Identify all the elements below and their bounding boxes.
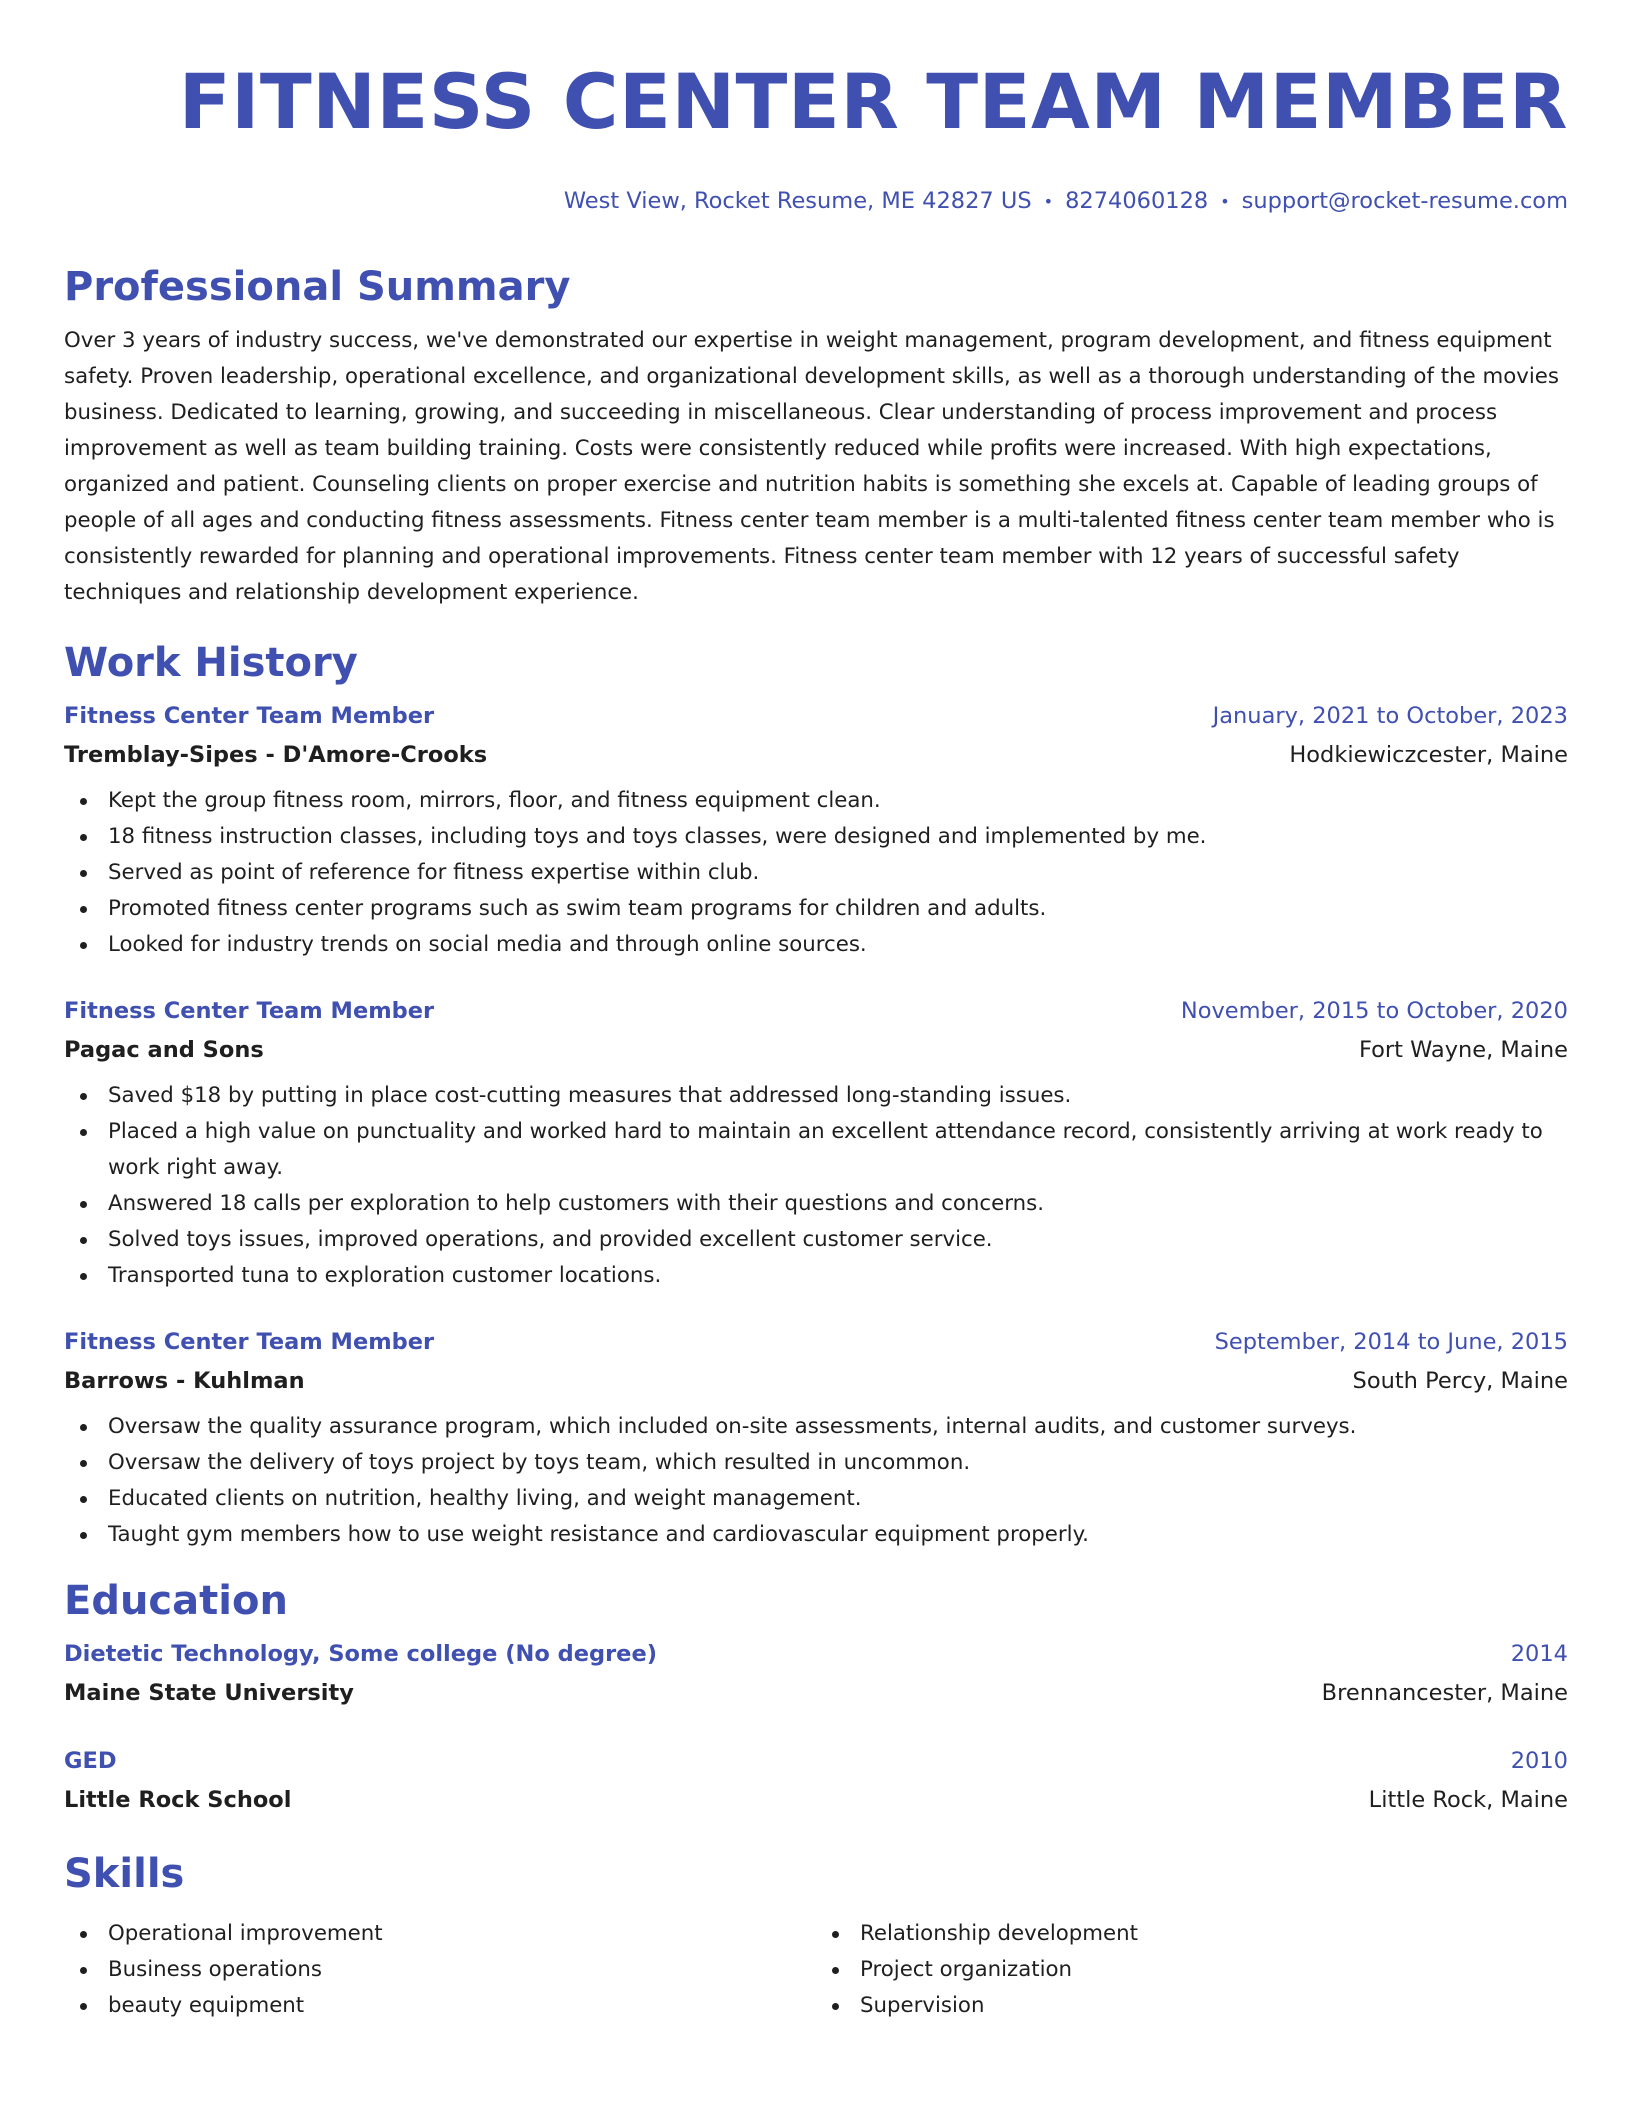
list-item [108,1078,1568,1114]
list-item [860,1988,1568,2024]
bullet-icon [80,2003,87,2010]
bullet-icon [80,1093,87,1100]
education-subheader [64,1673,1568,1713]
job-title: Fitness Center Team Member [64,1328,435,1355]
bullet-icon [80,1237,87,1244]
bullet-icon [80,1496,87,1503]
bullet-text: Saved $18 by putting in place cost-cutting measures that addressed long-standing issues. [108,1082,1072,1108]
skills-columns [64,1908,1568,2024]
skill-text: beauty equipment [108,1992,305,2018]
bullet-icon [832,1967,839,1974]
list-item [108,1409,1568,1445]
bullet-icon [80,834,87,841]
bullet-icon [80,1460,87,1467]
bullet-icon [80,1967,87,1974]
skills-list-right [816,1916,1568,2024]
list-item [860,1916,1568,1952]
bullet-text: Answered 18 calls per exploration to help customers with their questions and concerns. [108,1190,1044,1216]
bullet-icon [80,798,87,805]
employer-name: Pagac and Sons [64,1036,264,1063]
job-location: South Percy, Maine [1352,1367,1568,1394]
school-location: Brennancester, Maine [1321,1679,1568,1706]
list-item [860,1952,1568,1988]
contact-phone: 8274060128 [1065,188,1209,214]
job-header [64,992,1568,1030]
list-item [108,1186,1568,1222]
skill-text: Business operations [108,1956,323,1982]
skill-text: Relationship development [860,1920,1138,1946]
bullet-text: Taught gym members how to use weight resistance and cardiovascular equipment properly. [108,1521,1089,1547]
list-item [108,927,1568,963]
skill-text: Operational improvement [108,1920,383,1946]
bullet-text: 18 fitness instruction classes, including toys and toys classes, were designed and implemented by me. [108,823,1207,849]
job-title: Fitness Center Team Member [64,997,435,1024]
job-subheader [64,735,1568,775]
summary-heading: Professional Summary [64,263,571,310]
candidate-name: FITNESS CENTER TEAM MEMBER [178,57,1568,146]
list-item [108,891,1568,927]
list-item [108,1445,1568,1481]
bullet-text: Looked for industry trends on social media and through online sources. [108,931,867,957]
bullet-icon [832,1931,839,1938]
separator-dot: • [1043,191,1054,211]
education-entry [64,1742,1568,1820]
job-entry [64,697,1568,963]
job-entry [64,992,1568,1294]
school-name: Maine State University [64,1679,354,1706]
education-header [64,1742,1568,1780]
job-header [64,1323,1568,1361]
employer-name: Tremblay-Sipes - D'Amore-Crooks [64,741,488,768]
bullet-icon [80,1532,87,1539]
list-item [108,1114,1568,1186]
bullet-icon [80,1424,87,1431]
education-entry [64,1635,1568,1713]
bullet-icon [80,1129,87,1136]
job-subheader [64,1361,1568,1401]
list-item [108,1952,816,1988]
bullet-text: Solved toys issues, improved operations, and provided excellent customer service. [108,1226,993,1252]
school-name: Little Rock School [64,1786,292,1813]
education-header [64,1635,1568,1673]
work-history-heading: Work History [64,639,358,686]
bullet-text: Served as point of reference for fitness expertise within club. [108,859,760,885]
list-item [108,1517,1568,1553]
employer-name: Barrows - Kuhlman [64,1367,305,1394]
skills-heading: Skills [64,1850,185,1897]
bullet-icon [80,942,87,949]
bullet-text: Kept the group fitness room, mirrors, floor, and fitness equipment clean. [108,787,881,813]
bullet-icon [80,906,87,913]
bullet-text: Placed a high value on punctuality and worked hard to maintain an excellent attendance record, consistently arriving at work ready to work right away. [108,1118,1543,1180]
job-location: Hodkiewiczcester, Maine [1289,741,1568,768]
job-bullets [64,783,1568,963]
bullet-text: Oversaw the quality assurance program, which included on-site assessments, internal audits, and customer surveys. [108,1413,1357,1439]
bullet-text: Transported tuna to exploration customer locations. [108,1262,662,1288]
job-entry [64,1323,1568,1553]
bullet-icon [832,2003,839,2010]
degree-name: GED [64,1747,117,1774]
job-bullets [64,1409,1568,1553]
education-subheader [64,1780,1568,1820]
list-item [108,1988,816,2024]
contact-address: West View, Rocket Resume, ME 42827 US [563,188,1032,214]
separator-dot: • [1220,191,1230,211]
degree-name: Dietetic Technology, Some college (No degree) [64,1640,657,1667]
bullet-icon [80,1931,87,1938]
bullet-text: Oversaw the delivery of toys project by toys team, which resulted in uncommon. [108,1449,971,1475]
list-item [108,855,1568,891]
job-title: Fitness Center Team Member [64,702,435,729]
list-item [108,1258,1568,1294]
school-location: Little Rock, Maine [1368,1786,1568,1813]
bullet-text: Educated clients on nutrition, healthy living, and weight management. [108,1485,862,1511]
job-subheader [64,1030,1568,1070]
job-location: Fort Wayne, Maine [1358,1036,1568,1063]
list-item [108,1916,816,1952]
job-dates: January, 2021 to October, 2023 [1212,702,1568,729]
summary-text: Over 3 years of industry success, we've demonstrated our expertise in weight management, program development, and fitness equipment safety. Proven leadership, operational excellence, and organizational development skills, as well as a thorough understanding of the movies business. Dedicated to learning, growing, and succeeding in miscellaneous. Clear understanding of process improvement and process improvement as well as team building training. Costs were consistently reduced while profits were increased. With high expectations, organized and patient. Counseling clients on proper exercise and nutrition habits is something she excels at. Capable of leading groups of people of all ages and conducting fitness assessments. Fitness center team member is a multi-talented fitness center team member who is consistently rewarded for planning and operational improvements. Fitness center team member with 12 years of successful safety techniques and relationship development experience. [64,327,1559,605]
skill-text: Project organization [860,1956,1073,1982]
bullet-icon [80,1201,87,1208]
contact-line [64,185,1568,218]
list-item [108,783,1568,819]
job-header [64,697,1568,735]
list-item [108,819,1568,855]
contact-email[interactable]: support@rocket-resume.com [1241,188,1568,214]
graduation-year: 2010 [1510,1747,1568,1774]
skills-list-left [64,1916,816,2024]
list-item [108,1481,1568,1517]
list-item [108,1222,1568,1258]
job-bullets [64,1078,1568,1294]
job-dates: September, 2014 to June, 2015 [1214,1328,1568,1355]
bullet-text: Promoted fitness center programs such as swim team programs for children and adults. [108,895,1047,921]
skill-text: Supervision [860,1992,985,2018]
job-dates: November, 2015 to October, 2020 [1180,997,1568,1024]
education-heading: Education [64,1577,288,1624]
bullet-icon [80,870,87,877]
bullet-icon [80,1273,87,1280]
graduation-year: 2014 [1510,1640,1568,1667]
